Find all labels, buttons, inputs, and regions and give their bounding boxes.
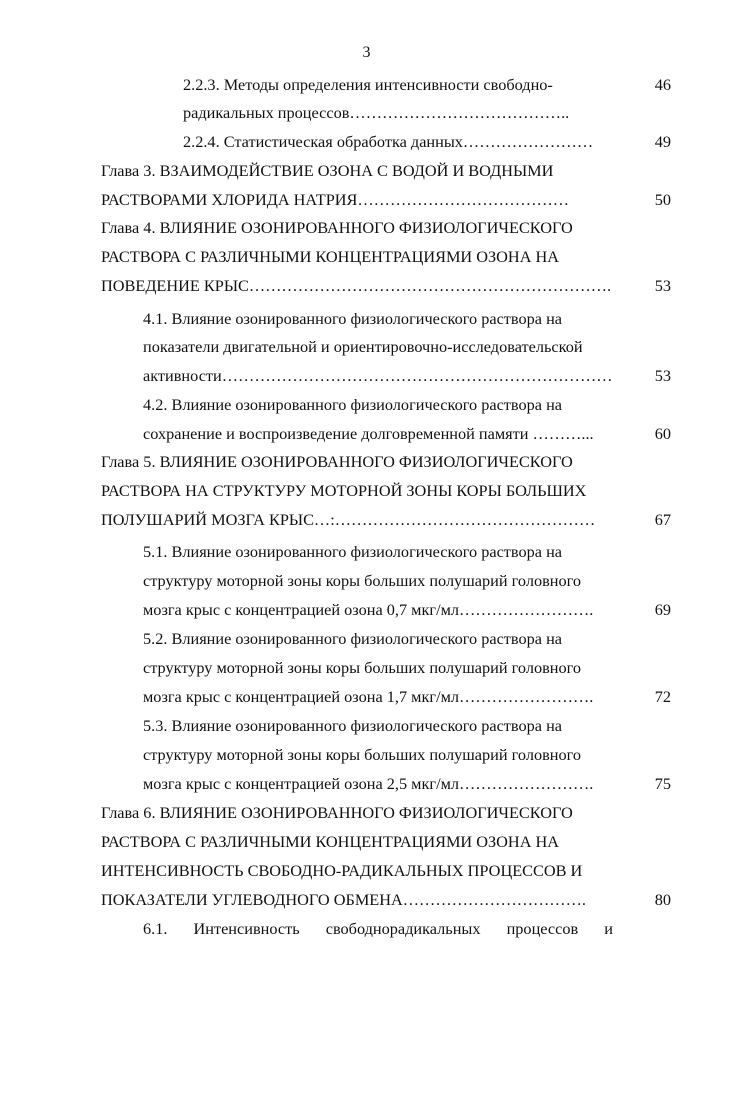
- toc-entry-6-1-word: свободнорадикальных: [325, 919, 481, 938]
- toc-entry-6-1-word: 6.1.: [143, 919, 168, 938]
- toc-entry-5-2-line-1: 5.2. Влияние озонированного физиологического раствора на: [143, 629, 563, 648]
- toc-entry-6-1-line-1: [143, 919, 613, 939]
- toc-chapter-4-line-1: Глава 4. ВЛИЯНИЕ ОЗОНИРОВАННОГО ФИЗИОЛОГИЧЕСКОГО: [101, 218, 573, 237]
- toc-chapter-3-line-1: Глава 3. ВЗАИМОДЕЙСТВИЕ ОЗОНА С ВОДОЙ И ВОДНЫМИ: [101, 161, 554, 180]
- toc-chapter-4-line-2: РАСТВОРА С РАЗЛИЧНЫМИ КОНЦЕНТРАЦИЯМИ ОЗОНА НА: [101, 247, 560, 266]
- toc-page-chapter-5: 67: [654, 510, 671, 529]
- toc-entry-4-1-line-1: 4.1. Влияние озонированного физиологического раствора на: [143, 309, 563, 328]
- toc-chapter-5-line-3: ПОЛУШАРИЙ МОЗГА КРЫС…:…………………………………………: [101, 510, 596, 529]
- toc-entry-5-1-line-2: структуру моторной зоны коры больших полушарий головного: [143, 571, 582, 590]
- toc-entry-2-2-3-line-1: 2.2.3. Методы определения интенсивности свободно-: [183, 75, 553, 94]
- toc-chapter-6-line-1: Глава 6. ВЛИЯНИЕ ОЗОНИРОВАННОГО ФИЗИОЛОГИЧЕСКОГО: [101, 803, 573, 822]
- toc-entry-5-3-line-2: структуру моторной зоны коры больших полушарий головного: [143, 745, 582, 764]
- toc-page-5-3: 75: [654, 774, 671, 793]
- toc-entry-5-3-line-1: 5.3. Влияние озонированного физиологического раствора на: [143, 716, 563, 735]
- toc-entry-5-3-line-3: мозга крыс с концентрацией озона 2,5 мкг/мл…………………….: [143, 774, 594, 793]
- toc-chapter-6-line-3: ИНТЕНСИВНОСТЬ СВОБОДНО-РАДИКАЛЬНЫХ ПРОЦЕССОВ И: [101, 861, 583, 880]
- toc-page-chapter-4: 53: [654, 276, 671, 295]
- toc-entry-5-1-line-1: 5.1. Влияние озонированного физиологического раствора на: [143, 542, 563, 561]
- toc-page-chapter-3: 50: [654, 190, 671, 209]
- toc-page-chapter-6: 80: [654, 890, 671, 909]
- toc-page-5-2: 72: [654, 687, 671, 706]
- toc-chapter-4-line-3: ПОВЕДЕНИЕ КРЫС………………………………………………………….: [101, 276, 612, 295]
- toc-chapter-5-line-1: Глава 5. ВЛИЯНИЕ ОЗОНИРОВАННОГО ФИЗИОЛОГИЧЕСКОГО: [101, 452, 573, 471]
- toc-entry-4-1-line-3: активности………………………………………………………………: [143, 366, 613, 385]
- toc-chapter-6-line-4: ПОКАЗАТЕЛИ УГЛЕВОДНОГО ОБМЕНА…………………………….: [101, 890, 586, 909]
- toc-entry-5-1-line-3: мозга крыс с концентрацией озона 0,7 мкг/мл…………………….: [143, 600, 594, 619]
- toc-page-2-2-3: 46: [654, 75, 671, 94]
- toc-entry-4-1-line-2: показатели двигательной и ориентировочно-исследовательской: [143, 337, 583, 356]
- toc-entry-4-2-line-2: сохранение и воспроизведение долговременной памяти ………...: [143, 424, 594, 443]
- toc-entry-5-2-line-2: структуру моторной зоны коры больших полушарий головного: [143, 658, 582, 677]
- toc-entry-5-2-line-3: мозга крыс с концентрацией озона 1,7 мкг/мл…………………….: [143, 687, 594, 706]
- toc-page-4-1: 53: [654, 366, 671, 385]
- toc-entry-2-2-4-line-1: 2.2.4. Статистическая обработка данных……………………: [183, 132, 594, 151]
- toc-entry-2-2-3-line-2: радикальных процессов…………………………………..: [183, 103, 570, 122]
- toc-chapter-3-line-2: РАСТВОРАМИ ХЛОРИДА НАТРИЯ…………………………………: [101, 190, 570, 209]
- toc-chapter-6-line-2: РАСТВОРА С РАЗЛИЧНЫМИ КОНЦЕНТРАЦИЯМИ ОЗОНА НА: [101, 832, 560, 851]
- toc-entry-6-1-word: Интенсивность: [193, 919, 300, 938]
- toc-page-2-2-4: 49: [654, 132, 671, 151]
- toc-entry-6-1-word: и: [604, 919, 613, 938]
- toc-entry-4-2-line-1: 4.2. Влияние озонированного физиологического раствора на: [143, 395, 563, 414]
- toc-entry-6-1-word: процессов: [506, 919, 579, 938]
- toc-chapter-5-line-2: РАСТВОРА НА СТРУКТУРУ МОТОРНОЙ ЗОНЫ КОРЫ БОЛЬШИХ: [101, 481, 587, 500]
- toc-page-5-1: 69: [654, 600, 671, 619]
- toc-page-4-2: 60: [654, 424, 671, 443]
- page-number: 3: [362, 44, 371, 61]
